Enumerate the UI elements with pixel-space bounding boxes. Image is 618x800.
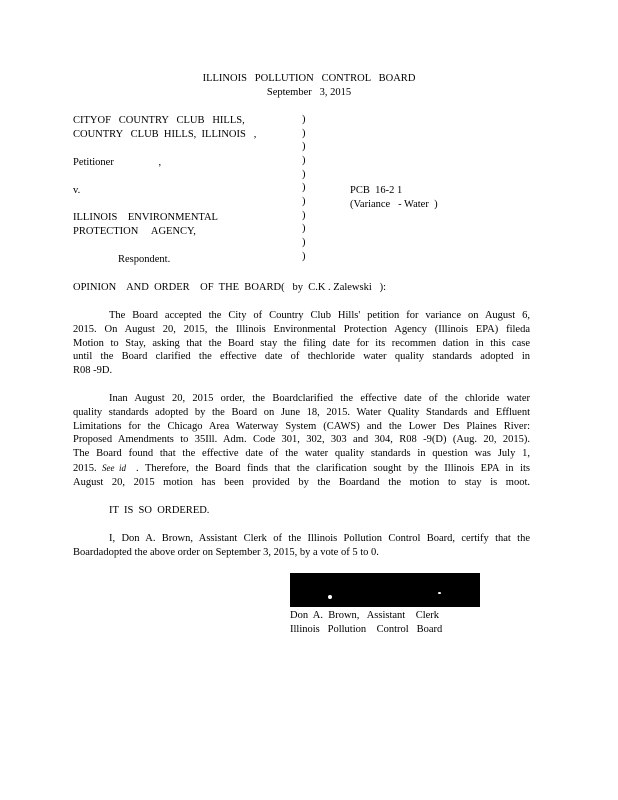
caption-paren: ) <box>302 223 306 234</box>
redaction-speck <box>438 592 441 594</box>
caption-paren: ) <box>302 237 306 248</box>
board-title: ILLINOIS POLLUTION CONTROL BOARD <box>202 73 416 84</box>
respondent-label: Respondent. <box>118 254 171 265</box>
caption-paren: ) <box>302 210 306 221</box>
respondent-name-line1: ILLINOIS ENVIRONMENTAL <box>73 212 218 223</box>
signature-title: Illinois Pollution Control Board <box>290 624 443 635</box>
petitioner-label: Petitioner , <box>73 157 162 168</box>
paragraph2-line: quality standards adopted by the Board on June 18, 2015. Water Quality Standards and Effluent <box>73 407 530 418</box>
caption-paren: ) <box>302 182 306 193</box>
versus: v. <box>73 185 81 196</box>
caption-paren: ) <box>302 251 306 262</box>
certification-line: I, Don A. Brown, Assistant Clerk of the Illinois Pollution Control Board, certify that the <box>109 533 530 544</box>
caption-paren: ) <box>302 128 306 139</box>
petitioner-name-line1: CITYOF COUNTRY CLUB HILLS, <box>73 115 245 126</box>
paragraph1-line: Motion to Stay, asking that the Board stay the filing date for its recommen dation in this case <box>73 338 530 349</box>
caption-paren: ) <box>302 155 306 166</box>
caption-paren: ) <box>302 169 306 180</box>
case-number: PCB 16-2 1 <box>350 185 403 196</box>
citation-see-id: See id <box>102 463 126 473</box>
caption-paren: ) <box>302 114 306 125</box>
redacted-signature-block <box>290 573 480 607</box>
case-type: (Variance - Water ) <box>350 199 438 210</box>
so-ordered: IT IS SO ORDERED. <box>109 505 210 516</box>
paragraph2-line: Proposed Amendments to 35Ill. Adm. Code 301, 302, 303 and 304, R08 -9(D) (Aug. 20, 2015). <box>73 434 530 445</box>
petitioner-name-line2: COUNTRY CLUB HILLS, ILLINOIS , <box>73 129 257 140</box>
paragraph1-line: until the Board clarified the effective date of thechloride water quality standards adopted in <box>73 351 530 362</box>
paragraph2-line-start: 2015. <box>73 463 97 474</box>
paragraph1-line: The Board accepted the City of Country Club Hills' petition for variance on August 6, <box>109 310 530 321</box>
opinion-heading: OPINION AND ORDER OF THE BOARD( by C.K . Zalewski ): <box>73 282 387 293</box>
respondent-name-line2: PROTECTION AGENCY, <box>73 226 196 237</box>
paragraph1-line: R08 -9D. <box>73 365 113 376</box>
paragraph1-line: 2015. On August 20, 2015, the Illinois Environmental Protection Agency (Illinois EPA) fileda <box>73 324 530 335</box>
paragraph2-line: The Board found that the effective date of the water quality standards in question was July 1, <box>73 448 530 459</box>
paragraph2-line: Inan August 20, 2015 order, the Boardclarified the effective date of the chloride water <box>109 393 530 404</box>
paragraph2-line-rest: . Therefore, the Board finds that the clarification sought by the Illinois EPA in its <box>136 463 530 474</box>
redaction-speck <box>328 595 332 599</box>
order-date: September 3, 2015 <box>266 87 352 98</box>
paragraph2-line: August 20, 2015 motion has been provided by the Boardand the motion to stay is moot. <box>73 477 530 488</box>
certification-line: Boardadopted the above order on September 3, 2015, by a vote of 5 to 0. <box>73 547 379 558</box>
paragraph2-line: Limitations for the Chicago Area Waterway System (CAWS) and the Lower Des Plaines River: <box>73 421 530 432</box>
signature-name: Don A. Brown, Assistant Clerk <box>290 610 440 621</box>
caption-paren: ) <box>302 141 306 152</box>
caption-paren: ) <box>302 196 306 207</box>
